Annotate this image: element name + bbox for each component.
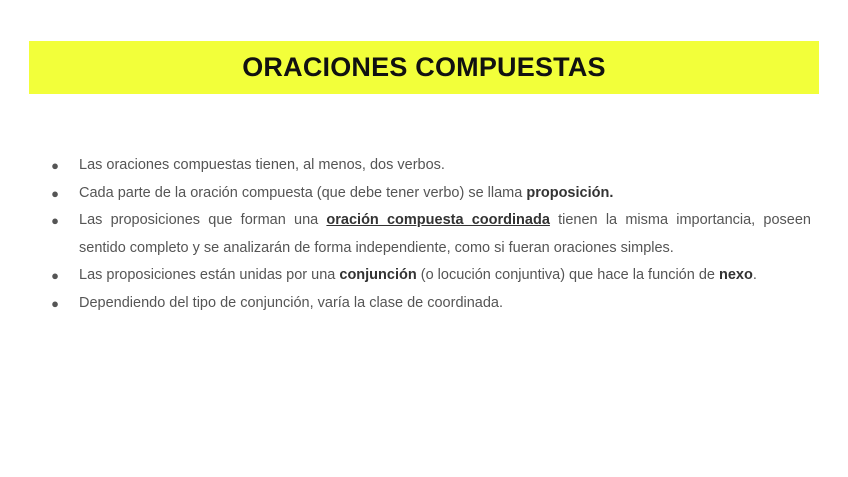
bullet-icon: ●	[51, 295, 59, 311]
bullet-icon: ●	[51, 268, 59, 283]
bullet-icon: ●	[51, 158, 59, 173]
slide-title: ORACIONES COMPUESTAS	[242, 52, 606, 82]
bullet-text: Cada parte de la oración compuesta (que debe tener verbo) se llama	[79, 184, 527, 201]
bullet-icon: ●	[51, 185, 59, 201]
list-item	[50, 262, 811, 290]
list-item	[50, 207, 811, 262]
bullet-text-continued: tienen la misma importancia, poseen sentido completo y se analizarán de forma independiente, como si fueran oraciones simples.	[79, 212, 811, 256]
list-item	[50, 180, 811, 208]
bullet-text: Dependiendo del tipo de conjunción, varía la clase de coordinada.	[79, 294, 504, 311]
bold-term: proposición.	[526, 184, 614, 201]
bullet-list	[50, 152, 811, 317]
title-banner	[29, 41, 819, 94]
bold-term: nexo	[719, 267, 753, 283]
bullet-icon: ●	[51, 213, 59, 228]
list-item	[50, 290, 811, 318]
bold-term: conjunción	[339, 267, 417, 283]
bullet-text-end: .	[752, 267, 757, 283]
bullet-text-middle: (o locución conjuntiva) que hace la función de	[416, 267, 719, 283]
bold-underlined-term: oración compuesta coordinada	[326, 212, 550, 228]
list-item	[50, 152, 811, 180]
bullet-text: Las proposiciones que forman una	[79, 212, 327, 228]
bullet-text: Las oraciones compuestas tienen, al menos, dos verbos.	[79, 157, 445, 173]
bullet-text: Las proposiciones están unidas por una	[79, 267, 340, 283]
